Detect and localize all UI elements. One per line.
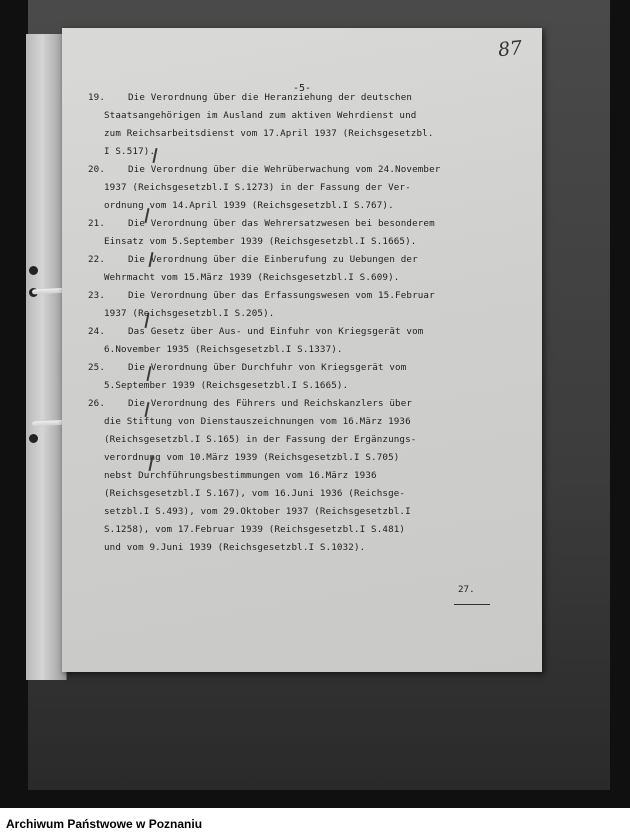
- page-number: -5-: [292, 83, 312, 94]
- entry-number: 25.: [88, 362, 106, 373]
- entry-text-line: und vom 9.Juni 1939 (Reichsgesetzbl.I S.1032).: [104, 542, 366, 553]
- entry-text-line: (Reichsgesetzbl.I S.165) in der Fassung der Ergänzungs-: [104, 434, 417, 445]
- entry-text-line: 1937 (Reichsgesetzbl.I S.1273) in der Fassung der Ver-: [104, 182, 411, 193]
- entry-text-line: Die Verordnung über das Wehrersatzwesen bei besonderem: [128, 218, 435, 229]
- entry-text-line: zum Reichsarbeitsdienst vom 17.April 1937 (Reichsgesetzbl.: [104, 128, 434, 139]
- entry-text-line: (Reichsgesetzbl.I S.167), vom 16.Juni 1936 (Reichsge-: [104, 488, 406, 499]
- entry-text-line: 5.September 1939 (Reichsgesetzbl.I S.1665).: [104, 380, 349, 391]
- entry-text-line: Wehrmacht vom 15.März 1939 (Reichsgesetzbl.I S.609).: [104, 272, 400, 283]
- next-page-rule: [454, 604, 490, 605]
- entry-text-line: 1937 (Reichsgesetzbl.I S.205).: [104, 308, 275, 319]
- list-item: [88, 287, 548, 323]
- entry-number: 26.: [88, 398, 106, 409]
- entry-text-line: Die Verordnung über das Erfassungswesen vom 15.Februar: [128, 290, 435, 301]
- entry-number: 24.: [88, 326, 106, 337]
- entry-text-line: Das Gesetz über Aus- und Einfuhr von Kriegsgerät vom: [128, 326, 424, 337]
- entry-text-line: Die Verordnung über die Einberufung zu Uebungen der: [128, 254, 418, 265]
- list-item: [88, 323, 548, 359]
- archive-footer: [0, 808, 630, 840]
- entry-text-line: I S.517).: [104, 146, 156, 157]
- entry-number: 22.: [88, 254, 106, 265]
- entry-number: 21.: [88, 218, 106, 229]
- list-item: [88, 161, 548, 215]
- entry-text-line: Die Verordnung über die Wehrüberwachung vom 24.November: [128, 164, 441, 175]
- list-item: [88, 395, 548, 557]
- next-page-number: 27.: [458, 584, 475, 595]
- entry-text-line: Einsatz vom 5.September 1939 (Reichsgesetzbl.I S.1665).: [104, 236, 417, 247]
- archive-name: Archiwum Państwowe w Poznaniu: [6, 817, 203, 831]
- entry-text-line: Die Verordnung des Führers und Reichskanzlers über: [128, 398, 413, 409]
- entry-text-line: 6.November 1935 (Reichsgesetzbl.I S.1337).: [104, 344, 343, 355]
- entry-text-line: setzbl.I S.493), vom 29.Oktober 1937 (Reichsgesetzbl.I: [104, 506, 411, 517]
- entry-text-line: S.1258), vom 17.Februar 1939 (Reichsgesetzbl.I S.481): [104, 524, 406, 535]
- entry-text-line: nebst Durchführungsbestimmungen vom 16.März 1936: [104, 470, 377, 481]
- entry-number: 19.: [88, 92, 106, 103]
- list-item: [88, 215, 548, 251]
- entry-text-line: Staatsangehörigen im Ausland zum aktiven Wehrdienst und: [104, 110, 417, 121]
- entry-text-line: verordnung vom 10.März 1939 (Reichsgesetzbl.I S.705): [104, 452, 400, 463]
- entry-number: 23.: [88, 290, 106, 301]
- entry-text-line: Die Verordnung über Durchfuhr von Kriegsgerät vom: [128, 362, 407, 373]
- folio-number: 87: [496, 36, 524, 62]
- entry-text-line: Die Verordnung über die Heranziehung der deutschen: [128, 92, 413, 103]
- punch-hole: [29, 266, 38, 275]
- list-item: [88, 89, 548, 161]
- punch-hole: [29, 434, 38, 443]
- list-item: [88, 251, 548, 287]
- ordinance-list: [88, 89, 548, 557]
- entry-number: 20.: [88, 164, 106, 175]
- entry-text-line: ordnung vom 14.April 1939 (Reichsgesetzbl.I S.767).: [104, 200, 394, 211]
- entry-text-line: die Stiftung von Dienstauszeichnungen vom 16.März 1936: [104, 416, 411, 427]
- list-item: [88, 359, 548, 395]
- folder-binder-edge: [26, 34, 67, 680]
